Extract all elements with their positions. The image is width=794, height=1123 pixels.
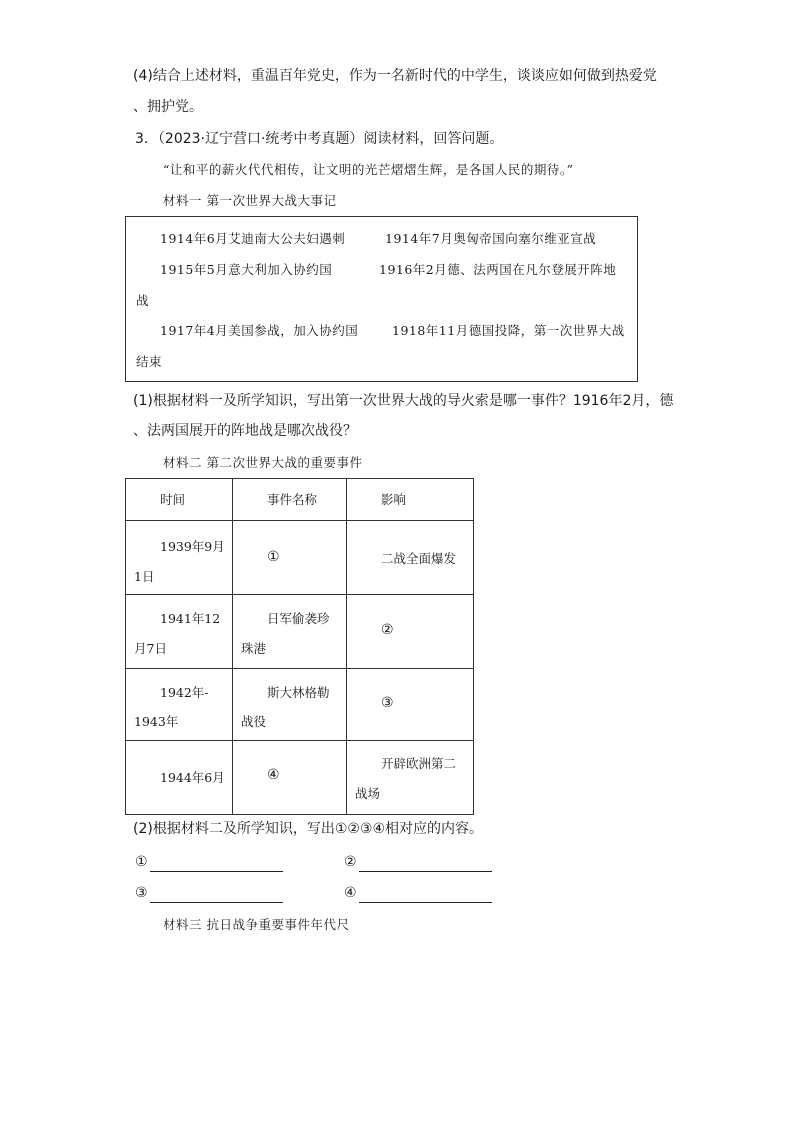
q3-header: 3．（2023·辽宁营口·统考中考真题）阅读材料，回答问题。 — [135, 131, 504, 147]
q2-text: (2)根据材料二及所学知识，写出①②③④相对应的内容。 — [133, 821, 484, 837]
blank-4-label: ④ — [344, 885, 357, 901]
answer-blank-4[interactable] — [344, 883, 357, 903]
blank-1-label: ① — [135, 854, 148, 870]
header-time: 时间 — [160, 492, 186, 507]
row3-time-l1: 1942年- — [160, 685, 209, 700]
table-header-row — [126, 479, 474, 521]
row3-event-l2: 战役 — [241, 714, 267, 729]
row4-time: 1944年6月 — [160, 770, 225, 785]
row3-time-l2: 1943年 — [134, 714, 179, 729]
row2-event-l2: 珠港 — [241, 641, 267, 656]
row4-impact-l1: 开辟欧洲第二 — [381, 756, 457, 771]
q4-text-line1: (4)结合上述材料，重温百年党史，作为一名新时代的中学生，谈谈应如何做到热爱党 — [133, 68, 657, 84]
blank-3-label: ③ — [135, 885, 148, 901]
row4-impact-l2: 战场 — [355, 786, 381, 801]
blank-2-label: ② — [344, 854, 357, 870]
quote-text: “让和平的薪火代代相传，让文明的光芒熠熠生辉，是各国人民的期待。” — [163, 162, 574, 177]
header-impact: 影响 — [381, 492, 407, 507]
table-row — [126, 741, 474, 815]
m1-row1-right: 1914年7月奥匈帝国向塞尔维亚宣战 — [385, 231, 597, 246]
blank-2-line[interactable] — [359, 870, 492, 872]
m1-row4-left: 1917年4月美国参战，加入协约国 — [160, 323, 359, 338]
material1-box — [125, 216, 638, 382]
answer-blank-1[interactable] — [135, 852, 148, 872]
blank-4-line[interactable] — [359, 901, 492, 903]
row1-time-l2: 1日 — [134, 569, 155, 584]
m1-row2-right: 1916年2月德、法两国在凡尔登展开阵地 — [379, 262, 617, 277]
row3-event-l1: 斯大林格勒 — [267, 685, 330, 700]
blank-3-line[interactable] — [150, 901, 283, 903]
m1-row3: 战 — [136, 293, 150, 308]
row4-event: ④ — [267, 767, 280, 783]
q4-text-line2: 、拥护党。 — [133, 99, 203, 115]
material3-title: 材料三 抗日战争重要事件年代尺 — [163, 917, 350, 932]
table-row — [126, 669, 474, 741]
material2-title: 材料二 第二次世界大战的重要事件 — [163, 455, 363, 470]
row2-event-l1: 日军偷袭珍 — [267, 611, 330, 626]
table-row — [126, 521, 474, 595]
q1-text-line2: 、法两国展开的阵地战是哪次战役？ — [133, 423, 357, 439]
m1-row5: 结束 — [136, 354, 163, 369]
m1-row4-right: 1918年11月德国投降，第一次世界大战 — [392, 323, 625, 338]
m1-row2-left: 1915年5月意大利加入协约国 — [160, 262, 333, 277]
answer-blank-3[interactable] — [135, 883, 148, 903]
q1-text-line1: (1)根据材料一及所学知识，写出第一次世界大战的导火索是哪一事件？1916年2月，德 — [133, 393, 674, 409]
m1-row1-left: 1914年6月艾迪南大公夫妇遇刺 — [160, 231, 346, 246]
material1-title: 材料一 第一次世界大战大事记 — [163, 193, 337, 208]
answer-blank-2[interactable] — [344, 852, 357, 872]
row1-impact: 二战全面爆发 — [381, 551, 457, 566]
row3-impact: ③ — [381, 695, 394, 711]
blank-1-line[interactable] — [150, 870, 283, 872]
row2-time-l1: 1941年12 — [160, 611, 221, 626]
material2-table — [125, 478, 474, 815]
row2-time-l2: 月7日 — [134, 641, 167, 656]
row1-time-l1: 1939年9月 — [160, 539, 225, 554]
header-event: 事件名称 — [267, 492, 318, 507]
row1-event: ① — [267, 549, 280, 565]
row2-impact: ② — [381, 622, 394, 638]
table-row — [126, 595, 474, 669]
